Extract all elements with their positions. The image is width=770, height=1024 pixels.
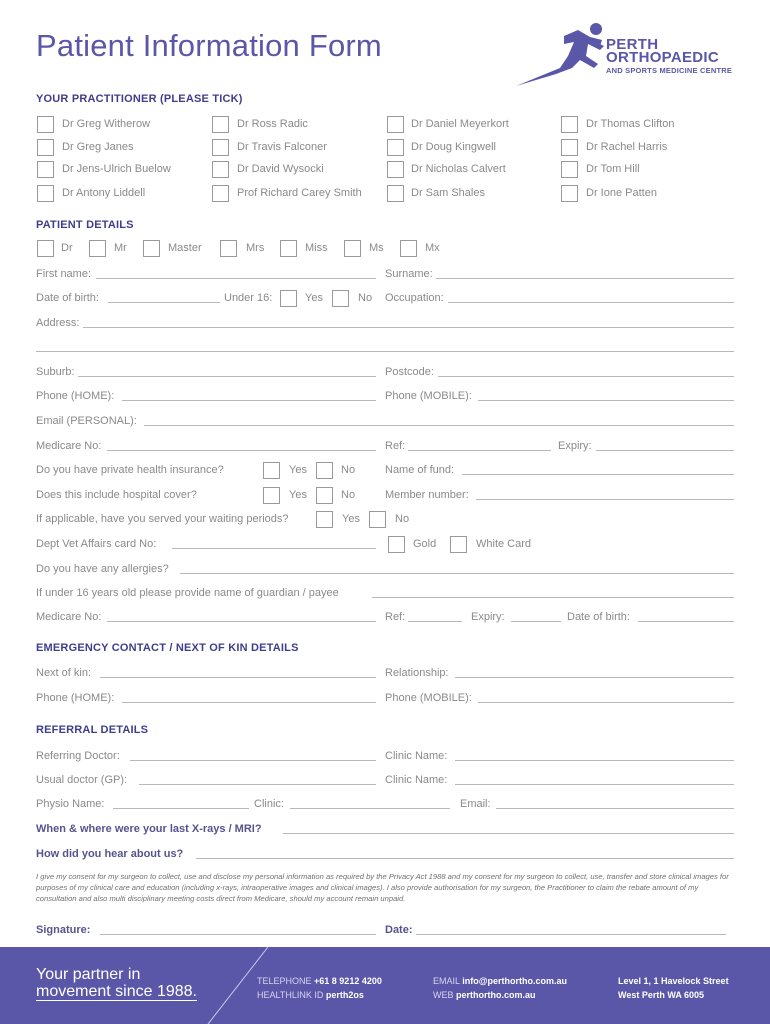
referring-doctor-field[interactable] — [130, 760, 376, 761]
practitioner-label: Dr Thomas Clifton — [586, 118, 675, 130]
yes-label: Yes — [342, 513, 360, 525]
checkbox-title-mx[interactable] — [400, 240, 417, 257]
ref-field[interactable] — [408, 450, 551, 451]
logo-text-perth: PERTH — [606, 36, 659, 53]
practitioner-label: Dr Daniel Meyerkort — [411, 118, 509, 130]
xrays-field[interactable] — [283, 833, 734, 834]
clinic-name-field[interactable] — [455, 760, 734, 761]
next-of-kin-label: Next of kin: — [36, 667, 92, 679]
allergies-label: Do you have any allergies? — [36, 563, 169, 575]
guardian-medicare-label: Medicare No: — [36, 611, 102, 623]
practitioner-label: Dr Travis Falconer — [237, 141, 327, 153]
checkbox-practitioner[interactable] — [37, 116, 54, 133]
gp-clinic-name-field[interactable] — [455, 784, 734, 785]
practitioner-label: Dr Ione Patten — [586, 187, 657, 199]
checkbox-practitioner[interactable] — [561, 139, 578, 156]
guardian-ref-field[interactable] — [408, 621, 462, 622]
checkbox-title-miss[interactable] — [280, 240, 297, 257]
dob-field[interactable] — [108, 302, 220, 303]
footer-tagline-line1: Your partner in — [36, 966, 141, 983]
practitioner-heading: YOUR PRACTITIONER (PLEASE TICK) — [36, 93, 243, 105]
signature-field[interactable] — [100, 934, 376, 935]
usual-doctor-label: Usual doctor (GP): — [36, 774, 128, 786]
name-of-fund-field[interactable] — [462, 474, 734, 475]
checkbox-under16-yes[interactable] — [280, 290, 297, 307]
footer-tagline-line2: movement since 1988. — [36, 983, 197, 1000]
phone-mobile-field[interactable] — [478, 400, 734, 401]
surname-label: Surname: — [385, 268, 433, 280]
emergency-phone-mobile-field[interactable] — [478, 702, 734, 703]
practitioner-label: Dr Greg Witherow — [62, 118, 151, 130]
title-label: Miss — [305, 242, 328, 254]
postcode-label: Postcode: — [385, 366, 434, 378]
footer-email — [433, 976, 567, 986]
physio-clinic-field[interactable] — [290, 808, 450, 809]
guardian-dob-field[interactable] — [638, 621, 734, 622]
logo-text-orthopaedic: ORTHOPAEDIC — [606, 49, 720, 66]
member-number-label: Member number: — [385, 489, 469, 501]
logo-text-subtitle: AND SPORTS MEDICINE CENTRE — [606, 66, 733, 75]
title-label: Mx — [425, 242, 440, 254]
emergency-phone-home-field[interactable] — [122, 702, 376, 703]
footer-web — [433, 990, 536, 1000]
checkbox-practitioner[interactable] — [561, 185, 578, 202]
date-field[interactable] — [416, 934, 726, 935]
checkbox-practitioner[interactable] — [561, 161, 578, 178]
checkbox-hospital-cover-no[interactable] — [316, 487, 333, 504]
healthlink-value: perth2os — [325, 990, 364, 1000]
title-label: Ms — [369, 242, 384, 254]
ref-label: Ref: — [385, 440, 406, 452]
occupation-field[interactable] — [448, 302, 734, 303]
first-name-label: First name: — [36, 268, 92, 280]
checkbox-practitioner[interactable] — [212, 139, 229, 156]
guardian-ref-label: Ref: — [385, 611, 406, 623]
member-number-field[interactable] — [476, 499, 734, 500]
name-of-fund-label: Name of fund: — [385, 464, 455, 476]
guardian-expiry-label: Expiry: — [471, 611, 505, 623]
checkbox-practitioner[interactable] — [387, 139, 404, 156]
hear-about-label: How did you hear about us? — [36, 848, 184, 860]
checkbox-private-health-yes[interactable] — [263, 462, 280, 479]
checkbox-dva-white-card[interactable] — [450, 536, 467, 553]
checkbox-private-health-no[interactable] — [316, 462, 333, 479]
no-label: No — [358, 292, 373, 304]
referring-doctor-label: Referring Doctor: — [36, 750, 120, 762]
email-field[interactable] — [144, 425, 734, 426]
checkbox-title-mr[interactable] — [89, 240, 106, 257]
hospital-cover-label: Does this include hospital cover? — [36, 489, 197, 501]
usual-doctor-field[interactable] — [139, 784, 376, 785]
suburb-label: Suburb: — [36, 366, 75, 378]
checkbox-practitioner[interactable] — [37, 139, 54, 156]
checkbox-practitioner[interactable] — [37, 185, 54, 202]
email-link[interactable]: info@perthortho.com.au — [462, 976, 567, 986]
checkbox-title-master[interactable] — [143, 240, 160, 257]
referral-heading: REFERRAL DETAILS — [36, 724, 149, 736]
guardian-label: If under 16 years old please provide name of guardian / payee — [36, 587, 339, 599]
guardian-field[interactable] — [372, 597, 734, 598]
medicare-label: Medicare No: — [36, 440, 102, 452]
checkbox-practitioner[interactable] — [387, 185, 404, 202]
next-of-kin-field[interactable] — [100, 677, 376, 678]
clinic-name-label: Clinic Name: — [385, 750, 448, 762]
checkbox-title-ms[interactable] — [344, 240, 361, 257]
checkbox-practitioner[interactable] — [212, 116, 229, 133]
expiry-field[interactable] — [596, 450, 734, 451]
first-name-field[interactable] — [96, 278, 376, 279]
footer-tagline — [36, 966, 197, 1001]
date-label: Date: — [385, 924, 413, 936]
checkbox-practitioner[interactable] — [212, 161, 229, 178]
yes-label: Yes — [289, 489, 307, 501]
emergency-phone-mobile-label: Phone (MOBILE): — [385, 692, 472, 704]
yes-label: Yes — [305, 292, 323, 304]
practitioner-label: Prof Richard Carey Smith — [237, 187, 362, 199]
occupation-label: Occupation: — [385, 292, 444, 304]
title-label: Mrs — [246, 242, 265, 254]
phone-mobile-label: Phone (MOBILE): — [385, 390, 472, 402]
signature-label: Signature: — [36, 924, 91, 936]
practitioner-label: Dr Tom Hill — [586, 163, 640, 175]
guardian-dob-label: Date of birth: — [567, 611, 630, 623]
practitioner-label: Dr Doug Kingwell — [411, 141, 496, 153]
hear-about-field[interactable] — [196, 858, 734, 859]
relationship-field[interactable] — [455, 677, 734, 678]
checkbox-hospital-cover-yes[interactable] — [263, 487, 280, 504]
checkbox-under16-no[interactable] — [332, 290, 349, 307]
phone-home-field[interactable] — [122, 400, 376, 401]
checkbox-dva-gold[interactable] — [388, 536, 405, 553]
checkbox-practitioner[interactable] — [212, 185, 229, 202]
title-label: Mr — [114, 242, 127, 254]
consent-text: I give my consent for my surgeon to collect, use and disclose my personal information as required by the Privacy Act 1988 and my consent for my surgeon to collect, use, transfer and store clinical images for purposes of my clinical care and education (including x-rays, intraoperative images and clinical images). I also provide authorisation for my surgeon, the Practitioner to claim the rebate amount of my consultation and also multi disciplinary meeting costs direct from Medicare, should my account remain unpaid. — [36, 872, 729, 903]
medicare-field[interactable] — [107, 450, 376, 451]
telephone-label: TELEPHONE — [257, 976, 312, 986]
suburb-field[interactable] — [78, 376, 376, 377]
yes-label: Yes — [289, 464, 307, 476]
practitioner-label: Dr Greg Janes — [62, 141, 134, 153]
waiting-periods-label: If applicable, have you served your waiting periods? — [36, 513, 289, 525]
address-label: Address: — [36, 317, 80, 329]
footer-address-line2: West Perth WA 6005 — [618, 990, 705, 1000]
no-label: No — [395, 513, 410, 525]
checkbox-practitioner[interactable] — [37, 161, 54, 178]
practitioner-label: Dr Ross Radic — [237, 118, 308, 130]
expiry-label: Expiry: — [558, 440, 592, 452]
title-label: Master — [168, 242, 202, 254]
footer-healthlink — [257, 990, 364, 1000]
physio-email-label: Email: — [460, 798, 491, 810]
practitioner-label: Dr David Wysocki — [237, 163, 324, 175]
no-label: No — [341, 489, 356, 501]
surname-field[interactable] — [436, 278, 734, 279]
checkbox-practitioner[interactable] — [561, 116, 578, 133]
private-health-label: Do you have private health insurance? — [36, 464, 224, 476]
footer-telephone — [257, 976, 382, 986]
patient-details-heading: PATIENT DETAILS — [36, 219, 134, 231]
healthlink-label: HEALTHLINK ID — [257, 990, 324, 1000]
guardian-medicare-field[interactable] — [107, 621, 376, 622]
page-title: Patient Information Form — [36, 28, 382, 63]
dva-label: Dept Vet Affairs card No: — [36, 538, 157, 550]
address-field-line2[interactable] — [36, 351, 734, 352]
practitioner-label: Dr Jens-Ulrich Buelow — [62, 163, 171, 175]
gp-clinic-name-label: Clinic Name: — [385, 774, 448, 786]
checkbox-practitioner[interactable] — [387, 116, 404, 133]
practitioner-label: Dr Antony Liddell — [62, 187, 146, 199]
practitioner-label: Dr Nicholas Calvert — [411, 163, 506, 175]
title-label: Dr — [61, 242, 73, 254]
checkbox-waiting-no[interactable] — [369, 511, 386, 528]
emergency-heading: EMERGENCY CONTACT / NEXT OF KIN DETAILS — [36, 642, 299, 654]
dob-label: Date of birth: — [36, 292, 99, 304]
checkbox-waiting-yes[interactable] — [316, 511, 333, 528]
web-link[interactable]: perthortho.com.au — [456, 990, 536, 1000]
email-label-footer: EMAIL — [433, 976, 460, 986]
email-label: Email (PERSONAL): — [36, 415, 137, 427]
phone-home-label: Phone (HOME): — [36, 390, 115, 402]
guardian-expiry-field[interactable] — [511, 621, 561, 622]
physio-clinic-label: Clinic: — [254, 798, 284, 810]
checkbox-practitioner[interactable] — [387, 161, 404, 178]
under16-label: Under 16: — [224, 292, 273, 304]
checkbox-title-mrs[interactable] — [220, 240, 237, 257]
emergency-phone-home-label: Phone (HOME): — [36, 692, 115, 704]
telephone-value[interactable]: +61 8 9212 4200 — [314, 976, 382, 986]
footer-address-line1: Level 1, 1 Havelock Street — [618, 976, 729, 986]
physio-name-label: Physio Name: — [36, 798, 105, 810]
practitioner-label: Dr Rachel Harris — [586, 141, 668, 153]
address-field[interactable] — [83, 327, 734, 328]
physio-email-field[interactable] — [496, 808, 734, 809]
practitioner-label: Dr Sam Shales — [411, 187, 485, 199]
dva-field[interactable] — [172, 548, 376, 549]
checkbox-title-dr[interactable] — [37, 240, 54, 257]
physio-name-field[interactable] — [113, 808, 249, 809]
no-label: No — [341, 464, 356, 476]
allergies-field[interactable] — [180, 573, 734, 574]
gold-label: Gold — [413, 538, 437, 550]
xrays-label: When & where were your last X-rays / MRI? — [36, 823, 262, 835]
postcode-field[interactable] — [438, 376, 734, 377]
white-card-label: White Card — [476, 538, 532, 550]
web-label: WEB — [433, 990, 454, 1000]
relationship-label: Relationship: — [385, 667, 449, 679]
